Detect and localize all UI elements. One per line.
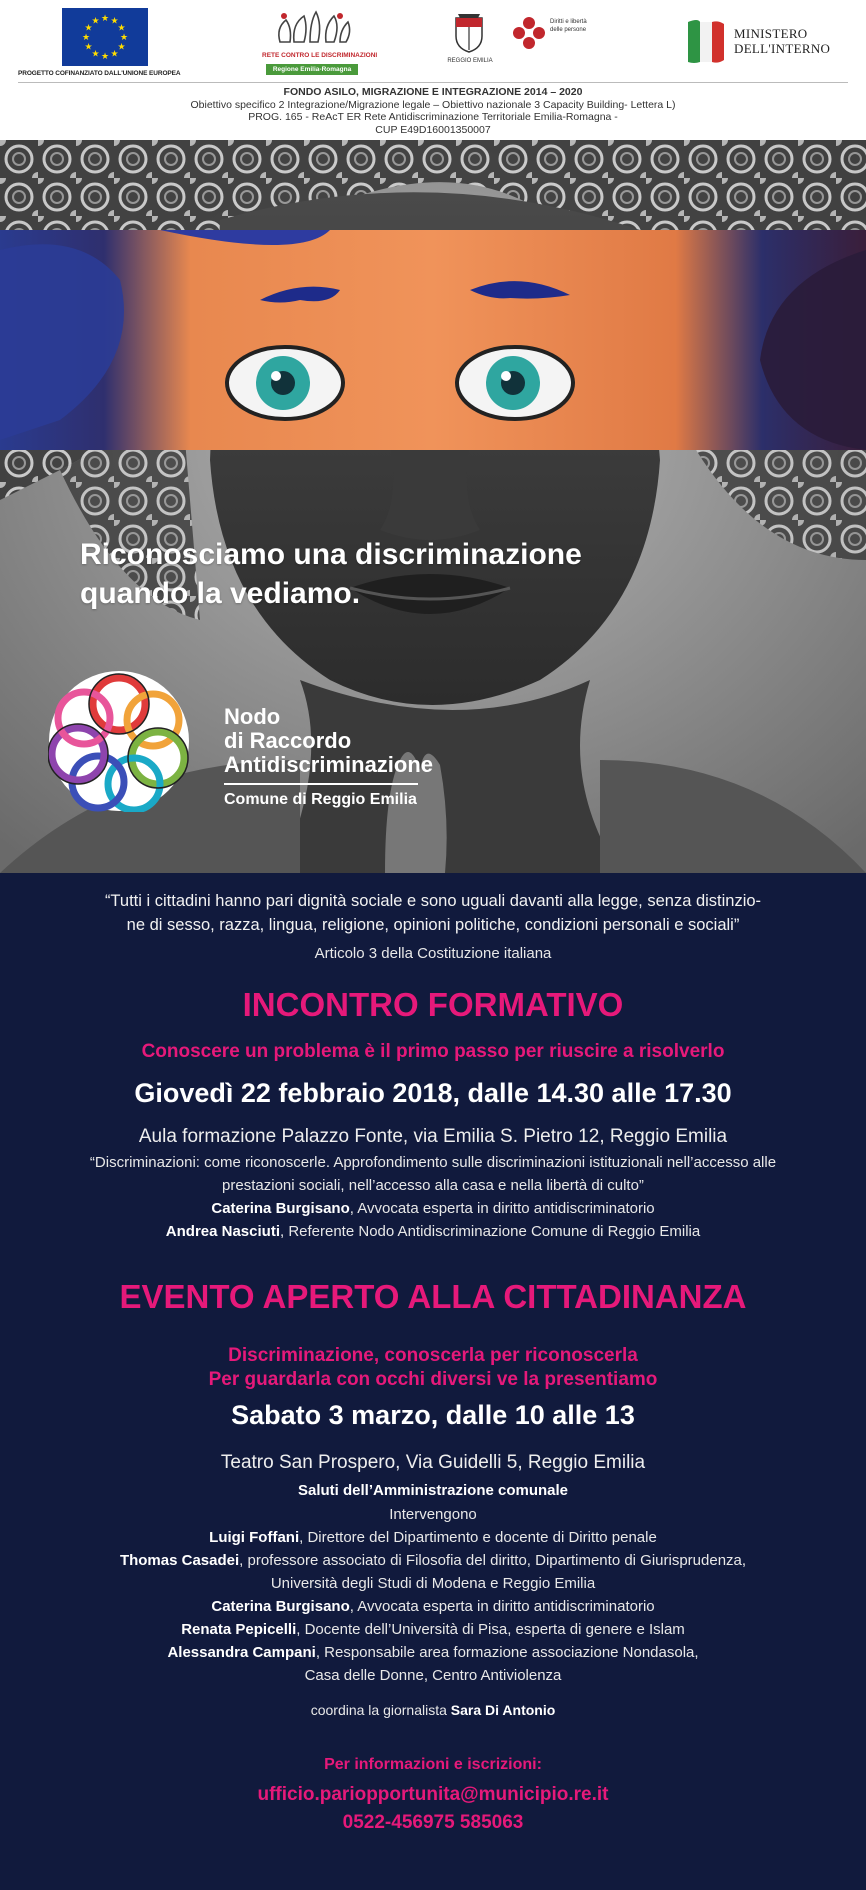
- speaker-name: Alessandra Campani: [167, 1644, 316, 1661]
- svg-text:★: ★: [91, 49, 100, 60]
- speaker-name: Caterina Burgisano: [211, 1598, 350, 1615]
- speaker-role: , professore associato di Filosofia del diritto, Dipartimento di Giurisprudenza,: [239, 1552, 747, 1569]
- hero-image: [0, 140, 866, 873]
- evento-speaker: [0, 1621, 866, 1638]
- svg-text:★: ★: [117, 42, 126, 53]
- evento-subtitle-1: Discriminazione, conoscerla per riconoscerla: [228, 1345, 638, 1366]
- speaker-role: , Direttore del Dipartimento e docente di Diritto penale: [299, 1529, 657, 1546]
- rete-discriminazioni-logo: [262, 8, 378, 80]
- speaker-role: Università degli Studi di Modena e Reggio Emilia: [270, 1575, 596, 1592]
- incontro-place: Aula formazione Palazzo Fonte, via Emilia S. Pietro 12, Reggio Emilia: [138, 1126, 728, 1147]
- nodo-subtitle: Comune di Reggio Emilia: [224, 791, 417, 808]
- regione-label: Regione Emilia-Romagna: [266, 64, 358, 75]
- fund-program: PROG. 165 - ReAcT ER Rete Antidiscriminazione Territoriale Emilia-Romagna -: [248, 111, 618, 123]
- ministero-text: MINISTERO DELL'INTERNO: [734, 26, 831, 56]
- fund-title: FONDO ASILO, MIGRAZIONE E INTEGRAZIONE 2014 – 2020: [283, 86, 583, 98]
- quote-source: Articolo 3 della Costituzione italiana: [314, 945, 552, 962]
- incontro-date: Giovedì 22 febbraio 2018, dalle 14.30 alle 17.30: [134, 1078, 732, 1108]
- svg-text:★: ★: [100, 14, 110, 24]
- speaker-role: , Avvocata esperta in diritto antidiscriminatorio: [349, 1598, 655, 1615]
- crest-icon: [452, 12, 486, 54]
- incontro-speaker: [0, 1223, 866, 1240]
- svg-text:★: ★: [84, 42, 93, 53]
- svg-text:★: ★: [110, 16, 119, 27]
- incontro-desc-1: “Discriminazioni: come riconoscerle. Approfondimento sulle discriminazioni istituzionali nell’accesso alle: [89, 1154, 777, 1171]
- evento-subtitle-2: Per guardarla con occhi diversi ve la presentiamo: [208, 1369, 658, 1390]
- contact-phone: 0522-456975 585063: [342, 1812, 524, 1833]
- eu-caption: PROGETTO COFINANZIATO DALL'UNIONE EUROPEA: [18, 70, 181, 77]
- svg-text:★: ★: [110, 49, 119, 60]
- eu-logo: [18, 8, 198, 80]
- speaker-role: , Docente dell’Università di Pisa, esperta di genere e Islam: [296, 1621, 685, 1638]
- evento-saluti: [0, 1482, 866, 1499]
- coordina-line: [0, 1702, 866, 1718]
- nodo-line-2: di Raccordo: [224, 728, 352, 753]
- quote-line-2: ne di sesso, razza, lingua, religione, opinioni politiche, condizioni personali e sociali”: [126, 916, 740, 934]
- evento-speaker: [0, 1644, 866, 1661]
- fund-info: [0, 86, 866, 136]
- speaker-role: Casa delle Donne, Centro Antiviolenza: [304, 1667, 562, 1684]
- speaker-name: Renata Pepicelli: [181, 1621, 297, 1638]
- coordina-label: coordina la giornalista: [310, 1702, 451, 1718]
- fund-objective: Obiettivo specifico 2 Integrazione/Migrazione legale – Obiettivo nazionale 3 Capacity Building- Lettera L): [190, 98, 676, 111]
- ministero-logo: [680, 18, 850, 68]
- incontro-desc-2: prestazioni sociali, nell’accesso alla casa e nella libertà di culto”: [222, 1177, 644, 1194]
- evento-date: Sabato 3 marzo, dalle 10 alle 13: [231, 1400, 635, 1430]
- incontro-subtitle: Conoscere un problema è il primo passo per riuscire a risolverlo: [141, 1041, 725, 1062]
- quote-line-1: “Tutti i cittadini hanno pari dignità sociale e sono uguali davanti alla legge, senza distinzio-: [104, 892, 762, 910]
- italian-flag-icon: [686, 18, 726, 64]
- nodo-divider: [224, 783, 418, 785]
- comune-reggio-logo: [446, 8, 587, 80]
- diritti-label: Diritti e libertà delle persone: [550, 19, 587, 33]
- evento-title: EVENTO APERTO ALLA CITTADINANZA: [119, 1278, 747, 1315]
- nodo-knot-icon: [48, 670, 190, 812]
- speaker-name: Luigi Foffani: [209, 1529, 300, 1546]
- speaker-name: Andrea Nasciuti: [165, 1223, 280, 1240]
- svg-text:★: ★: [117, 23, 126, 34]
- svg-text:★: ★: [91, 16, 100, 27]
- nodo-line-3: Antidiscriminazione: [224, 752, 434, 777]
- nodo-line-1: Nodo: [224, 704, 281, 729]
- fund-cup: CUP E49D16001350007: [375, 123, 491, 136]
- hands-icon: [270, 8, 354, 48]
- incontro-title: INCONTRO FORMATIVO: [242, 986, 624, 1023]
- nodo-title-block: [224, 705, 433, 809]
- contact-email[interactable]: ufficio.pariopportunita@municipio.re.it: [257, 1784, 609, 1805]
- evento-speaker: [0, 1552, 866, 1569]
- svg-text:★: ★: [100, 52, 110, 62]
- evento-speaker: [0, 1598, 866, 1615]
- rete-title: RETE CONTRO LE DISCRIMINAZIONI: [262, 52, 378, 59]
- svg-text:★: ★: [81, 33, 91, 43]
- evento-speaker-cont: [0, 1575, 866, 1592]
- speaker-name: Caterina Burgisano: [211, 1200, 350, 1217]
- header-logos: [0, 0, 866, 140]
- saluti-label: Saluti dell’Amministrazione comunale: [297, 1482, 569, 1499]
- contact-label: Per informazioni e iscrizioni:: [324, 1756, 542, 1773]
- speaker-role: , Referente Nodo Antidiscriminazione Comune di Reggio Emilia: [279, 1223, 701, 1240]
- svg-text:★: ★: [84, 23, 93, 34]
- evento-place: Teatro San Prospero, Via Guidelli 5, Reggio Emilia: [220, 1452, 646, 1473]
- svg-text:★: ★: [119, 33, 129, 43]
- tagline: Riconosciamo una discriminazione quando la vediamo.: [80, 538, 582, 610]
- header-divider: [18, 82, 848, 83]
- intervengono-label: Intervengono: [389, 1506, 477, 1523]
- incontro-speaker: [0, 1200, 866, 1217]
- speaker-role: , Responsabile area formazione associazione Nondasola,: [315, 1644, 699, 1661]
- flower-icon: [512, 16, 546, 50]
- event-info: [0, 873, 866, 1890]
- coordina-name: Sara Di Antonio: [450, 1702, 556, 1718]
- evento-speaker-cont: [0, 1667, 866, 1684]
- eu-flag-icon: [62, 8, 148, 66]
- speaker-name: Thomas Casadei: [119, 1552, 240, 1569]
- reggio-caption: REGGIO EMILIA: [447, 58, 493, 64]
- speaker-role: , Avvocata esperta in diritto antidiscriminatorio: [349, 1200, 655, 1217]
- evento-speaker: [0, 1529, 866, 1546]
